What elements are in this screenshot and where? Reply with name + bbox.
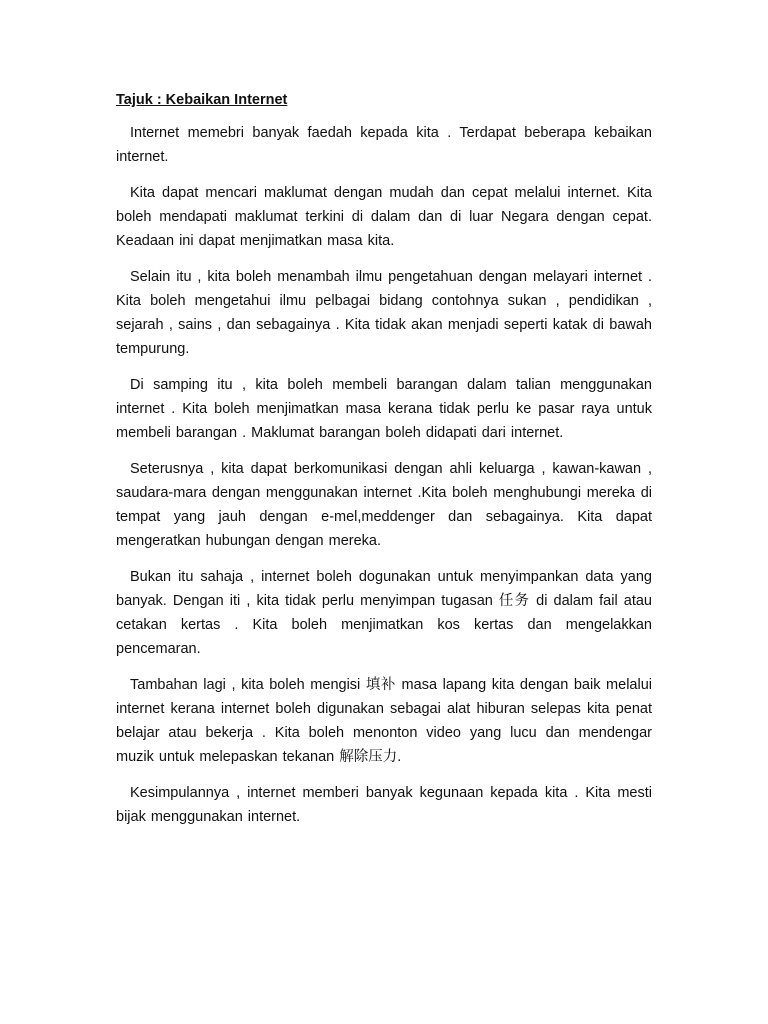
paragraph-data-storage: Bukan itu sahaja , internet boleh dogunakan untuk menyimpankan data yang banyak. Dengan iti , kita tidak perlu menyimpan tugasan 任务 di dalam fail atau cetakan kertas . Kita boleh menjimatkan kos kertas dan mengelakkan pencemaran. xyxy=(116,569,652,657)
paragraph-intro: Internet memebri banyak faedah kepada kita . Terdapat beberapa kebaikan internet. xyxy=(116,125,652,165)
document-title: Tajuk : Kebaikan Internet xyxy=(116,92,288,108)
paragraph-communication: Seterusnya , kita dapat berkomunikasi dengan ahli keluarga , kawan-kawan , saudara-mara dengan menggunakan internet .Kita boleh menghubungi mereka di tempat yang jauh dengan e-mel,meddenger dan sebagainya. Kita dapat mengeratkan hubungan dengan mereka. xyxy=(116,461,652,549)
paragraph-conclusion: Kesimpulannya , internet memberi banyak kegunaan kepada kita . Kita mesti bijak menggunakan internet. xyxy=(116,785,652,825)
paragraph-search-info: Kita dapat mencari maklumat dengan mudah dan cepat melalui internet. Kita boleh mendapati maklumat terkini di dalam dan di luar Negara dengan cepat. Keadaan ini dapat menjimatkan masa kita. xyxy=(116,185,652,249)
paragraph-entertainment: Tambahan lagi , kita boleh mengisi 填补 masa lapang kita dengan baik melalui internet kerana internet boleh digunakan sebagai alat hiburan selepas kita penat belajar atau bekerja . Kita boleh menonton video yang lucu dan mendengar muzik untuk melepaskan tekanan 解除压力. xyxy=(116,677,652,765)
document-page xyxy=(116,90,652,841)
paragraph-online-shopping: Di samping itu , kita boleh membeli barangan dalam talian menggunakan internet . Kita boleh menjimatkan masa kerana tidak perlu ke pasar raya untuk membeli barangan . Maklumat barangan boleh didapati dari internet. xyxy=(116,377,652,441)
paragraph-knowledge: Selain itu , kita boleh menambah ilmu pengetahuan dengan melayari internet . Kita boleh mengetahui ilmu pelbagai bidang contohnya sukan , pendidikan , sejarah , sains , dan sebagainya . Kita tidak akan menjadi seperti katak di bawah tempurung. xyxy=(116,269,652,357)
